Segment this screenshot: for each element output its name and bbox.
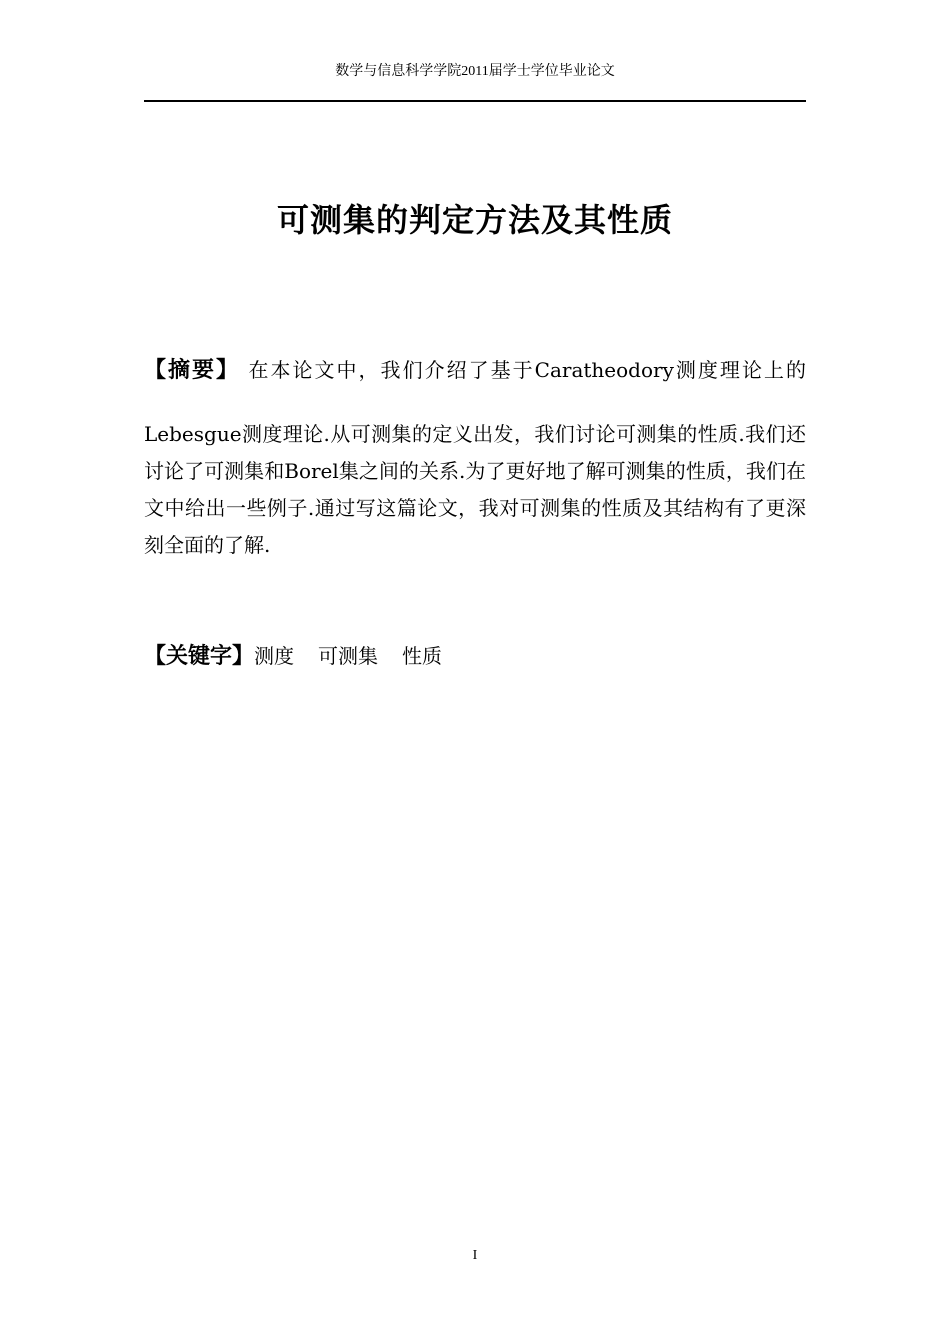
keywords-label: 【关键字】 — [144, 644, 255, 669]
page-number: I — [472, 1248, 478, 1263]
abstract-label: 【摘要】 — [144, 358, 241, 383]
abstract-section — [144, 350, 806, 564]
running-header: 数学与信息科学学院2011届学士学位毕业论文 — [335, 64, 615, 79]
abstract-first-line — [144, 350, 806, 392]
keywords-section — [144, 638, 806, 675]
abstract-text-line1: 在本论文中，我们介绍了基于Caratheodory测度理论上的 — [248, 358, 806, 382]
abstract-body: Lebesgue测度理论.从可测集的定义出发，我们讨论可测集的性质.我们还讨论了可测集和Borel集之间的关系.为了更好地了解可测集的性质，我们在文中给出一些例子.通过写这篇论文，我对可测集的性质及其结构有了更深刻全面的了解. — [144, 422, 806, 557]
keyword-item: 可测集 — [318, 644, 379, 668]
keyword-item: 测度 — [254, 644, 295, 668]
keyword-item: 性质 — [402, 644, 443, 668]
document-title: 可测集的判定方法及其性质 — [276, 201, 673, 239]
header-rule — [144, 100, 806, 102]
